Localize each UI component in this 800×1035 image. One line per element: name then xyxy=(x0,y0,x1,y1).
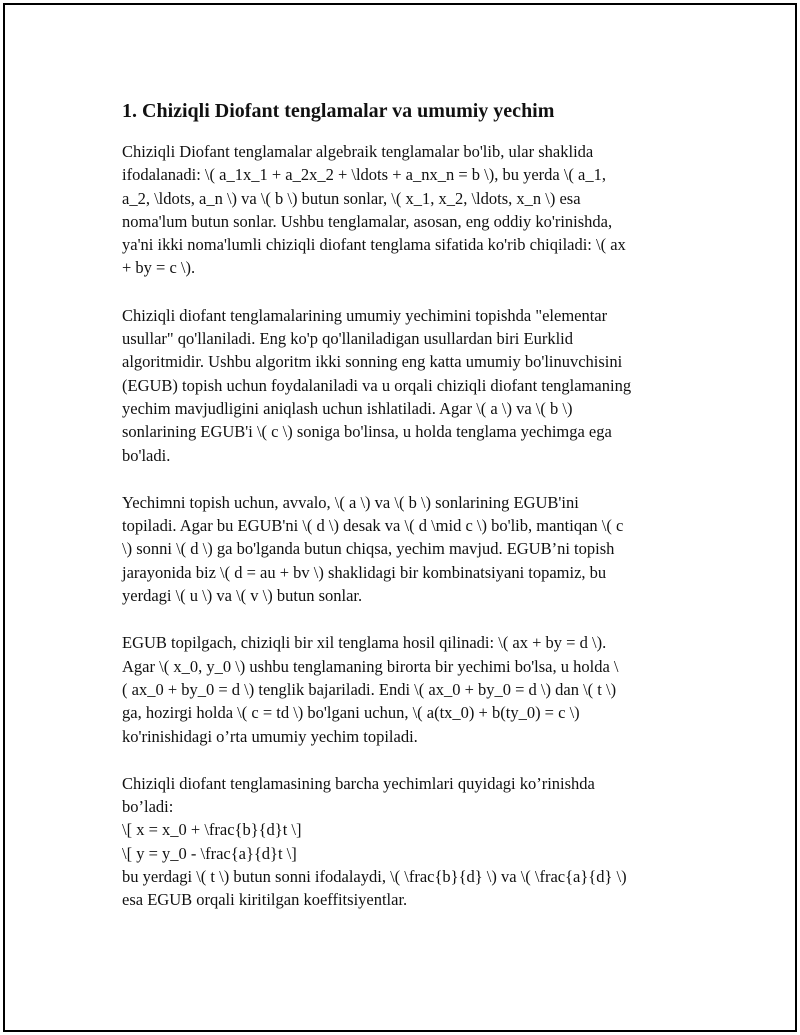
formula-line: \[ x = x_0 + \frac{b}{d}t \] xyxy=(122,820,302,840)
text-line: + by = c \). xyxy=(122,258,196,278)
text-line: bo'ladi. xyxy=(122,445,171,465)
text-line: ( ax_0 + by_0 = d \) tenglik bajariladi. Endi \( ax_0 + by_0 = d \) dan \( t \) xyxy=(122,679,617,699)
text-line: usullar" qo'llaniladi. Eng ko'p qo'llaniladigan usullardan biri Eurklid xyxy=(122,329,573,349)
text-line: esa EGUB orqali kiritilgan koeffitsiyentlar. xyxy=(122,890,408,910)
page-frame xyxy=(3,3,797,1032)
text-line: Agar \( x_0, y_0 \) ushbu tenglamaning birorta bir yechimi bo'lsa, u holda \ xyxy=(122,656,619,676)
text-line: sonlarining EGUB'i \( c \) soniga bo'linsa, u holda tenglama yechimga ega xyxy=(122,422,612,442)
text-line: yechim mavjudligini aniqlash uchun ishlatiladi. Agar \( a \) va \( b \) xyxy=(122,398,573,418)
text-line: Yechimni topish uchun, avvalo, \( a \) va \( b \) sonlarining EGUB'ini xyxy=(122,492,579,512)
paragraph-4 xyxy=(122,631,697,747)
text-line: ko'rinishidagi o’rta umumiy yechim topiladi. xyxy=(122,726,418,746)
text-line: Chiziqli Diofant tenglamalar algebraik tenglamalar bo'lib, ular shaklida xyxy=(122,142,594,161)
text-line: ga, hozirgi holda \( c = td \) bo'lgani uchun, \( a(tx_0) + b(ty_0) = c \) xyxy=(122,703,580,723)
text-line: noma'lum butun sonlar. Ushbu tenglamalar, asosan, eng oddiy ko'rinishda, xyxy=(122,211,613,231)
text-line: ifodalanadi: \( a_1x_1 + a_2x_2 + \ldots + a_nx_n = b \), bu yerda \( a_1, xyxy=(122,165,606,185)
text-line: yerdagi \( u \) va \( v \) butun sonlar. xyxy=(122,586,363,606)
text-line: bu yerdagi \( t \) butun sonni ifodalaydi, \( \frac{b}{d} \) va \( \frac{a}{d} \) xyxy=(122,867,627,887)
text-line: topiladi. Agar bu EGUB'ni \( d \) desak va \( d \mid c \) bo'lib, mantiqan \( c xyxy=(122,516,624,536)
paragraph-2 xyxy=(122,304,697,467)
text-line: bo’ladi: xyxy=(122,797,174,817)
text-line: (EGUB) topish uchun foydalaniladi va u orqali chiziqli diofant tenglamaning xyxy=(122,375,632,395)
text-line: Chiziqli diofant tenglamalarining umumiy yechimini topishda "elementar xyxy=(122,305,608,325)
formula-line: \[ y = y_0 - \frac{a}{d}t \] xyxy=(122,843,297,863)
text-line: \) sonni \( d \) ga bo'lganda butun chiqsa, yechim mavjud. EGUB’ni topish xyxy=(122,539,615,559)
text-line: Chiziqli diofant tenglamasining barcha yechimlari quyidagi ko’rinishda xyxy=(122,773,595,793)
text-line: a_2, \ldots, a_n \) va \( b \) butun sonlar, \( x_1, x_2, \ldots, x_n \) esa xyxy=(122,188,581,208)
document-content xyxy=(122,96,697,936)
section-title: 1. Chiziqli Diofant tenglamalar va umumiy yechim xyxy=(122,100,555,122)
paragraph-3 xyxy=(122,491,697,607)
paragraph-1 xyxy=(122,140,697,280)
text-line: algoritmidir. Ushbu algoritm ikki sonning eng katta umumiy bo'linuvchisini xyxy=(122,352,623,372)
paragraph-5 xyxy=(122,772,697,912)
text-line: ya'ni ikki noma'lumli chiziqli diofant tenglama sifatida ko'rib chiqiladi: \( ax xyxy=(122,235,626,255)
text-line: EGUB topilgach, chiziqli bir xil tenglama hosil qilinadi: \( ax + by = d \). xyxy=(122,633,607,653)
text-line: jarayonida biz \( d = au + bv \) shaklidagi bir kombinatsiyani topamiz, bu xyxy=(122,562,607,582)
